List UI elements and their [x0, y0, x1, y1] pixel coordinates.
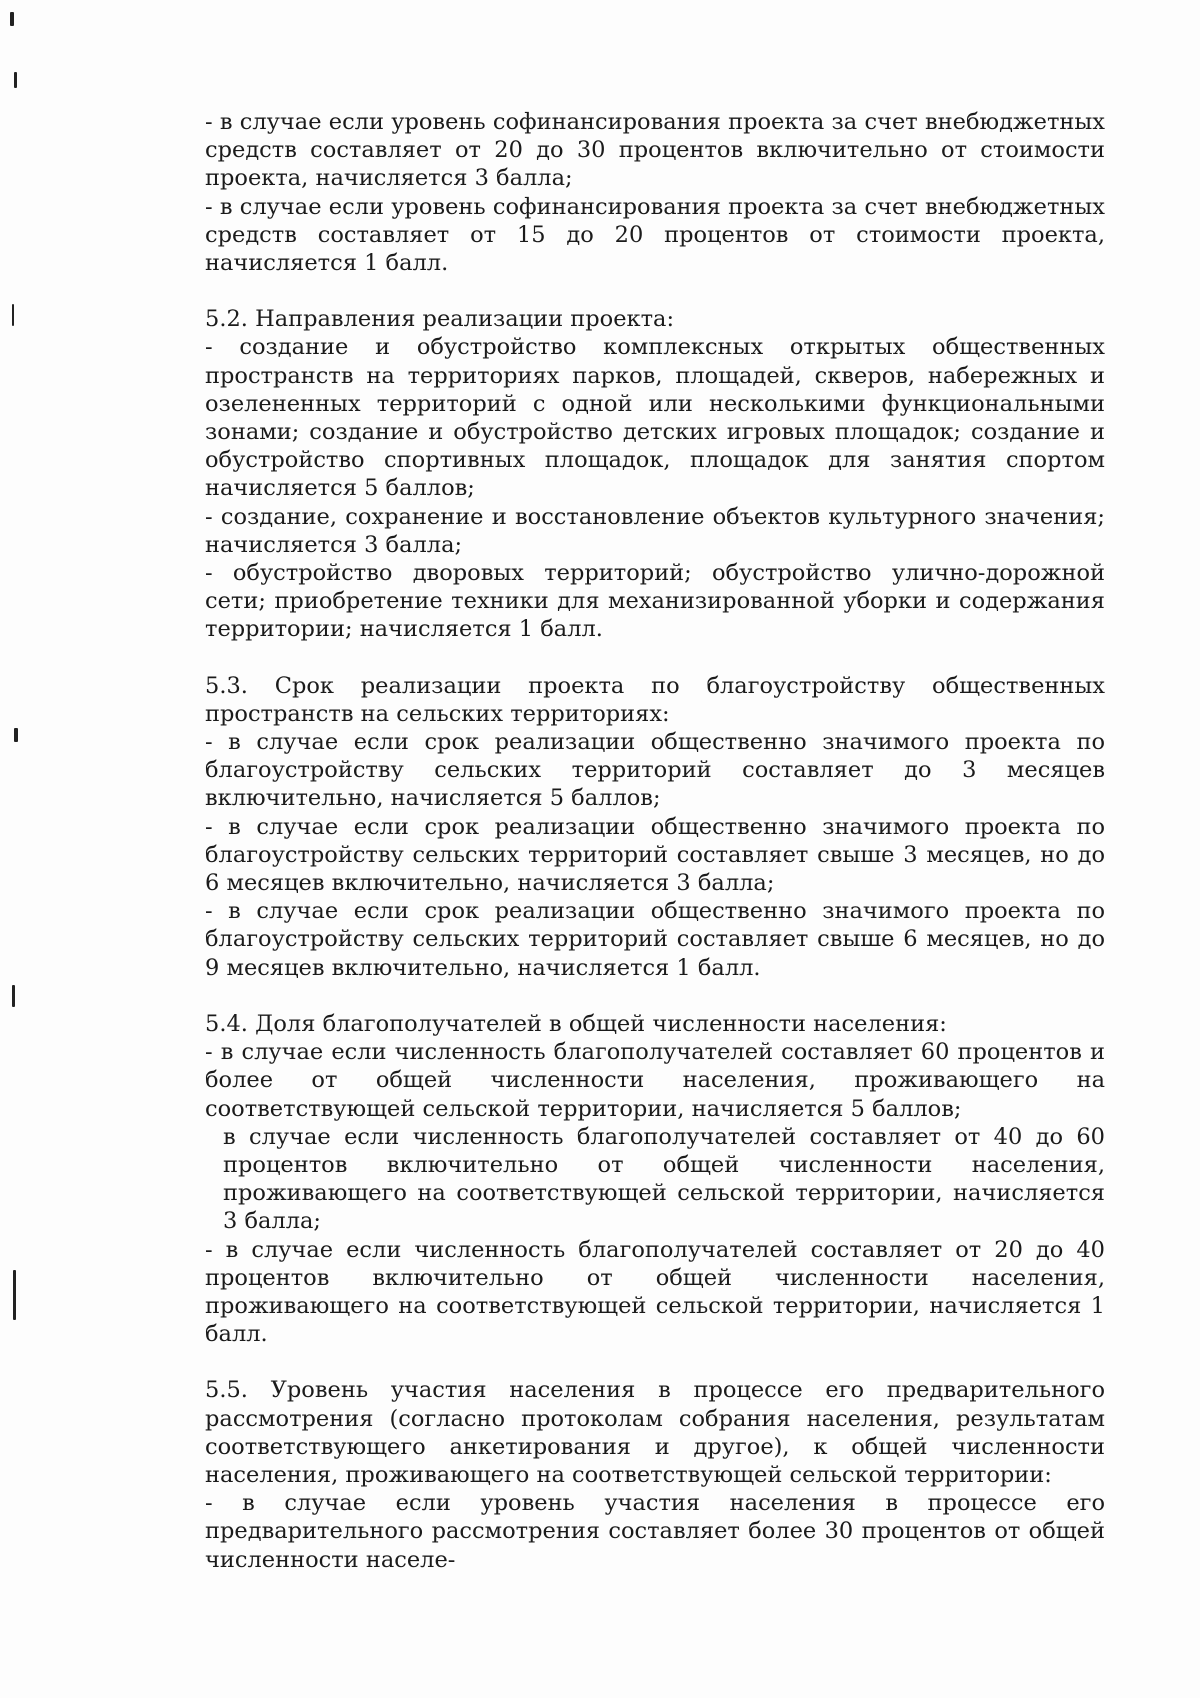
scan-speck: [12, 985, 15, 1007]
list-item: - в случае если срок реализации общественно значимого проекта по благоустройству сельских территорий составляет свыше 6 месяцев, но до 9 месяцев включительно, начисляется 1 балл.: [205, 898, 1105, 981]
section-heading: 5.4. Доля благополучателей в общей численности населения:: [205, 1010, 947, 1037]
scan-speck: [12, 304, 14, 326]
section-5-3: [205, 672, 1105, 982]
scan-speck: [14, 728, 18, 742]
section-heading: 5.3. Срок реализации проекта по благоустройству общественных пространств на сельских территориях:: [205, 672, 1105, 727]
list-item: в случае если численность благополучателей составляет от 40 до 60 процентов включительно от общей численности населения, проживающего на соответствующей сельской территории, начисляется 3 балла;: [223, 1123, 1105, 1235]
section-5-5: [205, 1376, 1105, 1573]
section-5-4: [205, 1010, 1105, 1348]
list-item: - в случае если численность благополучателей составляет 60 процентов и более от общей численности населения, проживающего на соответствующей сельской территории, начисляется 5 баллов;: [205, 1039, 1105, 1122]
section-heading: 5.2. Направления реализации проекта:: [205, 306, 675, 333]
scan-speck: [13, 1270, 16, 1320]
scan-speck: [10, 12, 14, 26]
list-item: - в случае если численность благополучателей составляет от 20 до 40 процентов включительно от общей численности населения, проживающего на соответствующей сельской территории, начисляется 1 балл.: [205, 1236, 1105, 1348]
section-5-2: [205, 305, 1105, 643]
list-item: - обустройство дворовых территорий; обустройство улично-дорожной сети; приобретение техники для механизированной уборки и содержания территории; начисляется 1 балл.: [205, 560, 1105, 643]
section-intro: [205, 108, 1105, 277]
list-item: - создание и обустройство комплексных открытых общественных пространств на территориях парков, площадей, скверов, набережных и озелененных территорий с одной или несколькими функциональными зонами; создание и обустройство детских игровых площадок; создание и обустройство спортивных площадок, площадок для занятия спортом начисляется 5 баллов;: [205, 334, 1105, 502]
list-item: - в случае если уровень софинансирования проекта за счет внебюджетных средств составляет от 20 до 30 процентов включительно от стоимости проекта, начисляется 3 балла;: [205, 109, 1105, 192]
section-heading: 5.5. Уровень участия населения в процессе его предварительного рассмотрения (согласно протоколам собрания населения, результатам соответствующего анкетирования и другое), к общей численности населения, проживающего на соответствующей сельской территории:: [205, 1377, 1105, 1488]
list-item: - в случае если уровень участия населения в процессе его предварительного рассмотрения составляет более 30 процентов от общей численности населе-: [205, 1490, 1105, 1573]
list-item: - в случае если срок реализации общественно значимого проекта по благоустройству сельских территорий составляет до 3 месяцев включительно, начисляется 5 баллов;: [205, 729, 1105, 812]
list-item: - в случае если срок реализации общественно значимого проекта по благоустройству сельских территорий составляет свыше 3 месяцев, но до 6 месяцев включительно, начисляется 3 балла;: [205, 813, 1105, 897]
scan-speck: [14, 72, 17, 88]
document-body: [205, 108, 1105, 1602]
list-item: - создание, сохранение и восстановление объектов культурного значения; начисляется 3 балла;: [205, 503, 1105, 558]
list-item: - в случае если уровень софинансирования проекта за счет внебюджетных средств составляет от 15 до 20 процентов от стоимости проекта, начисляется 1 балл.: [205, 193, 1105, 277]
